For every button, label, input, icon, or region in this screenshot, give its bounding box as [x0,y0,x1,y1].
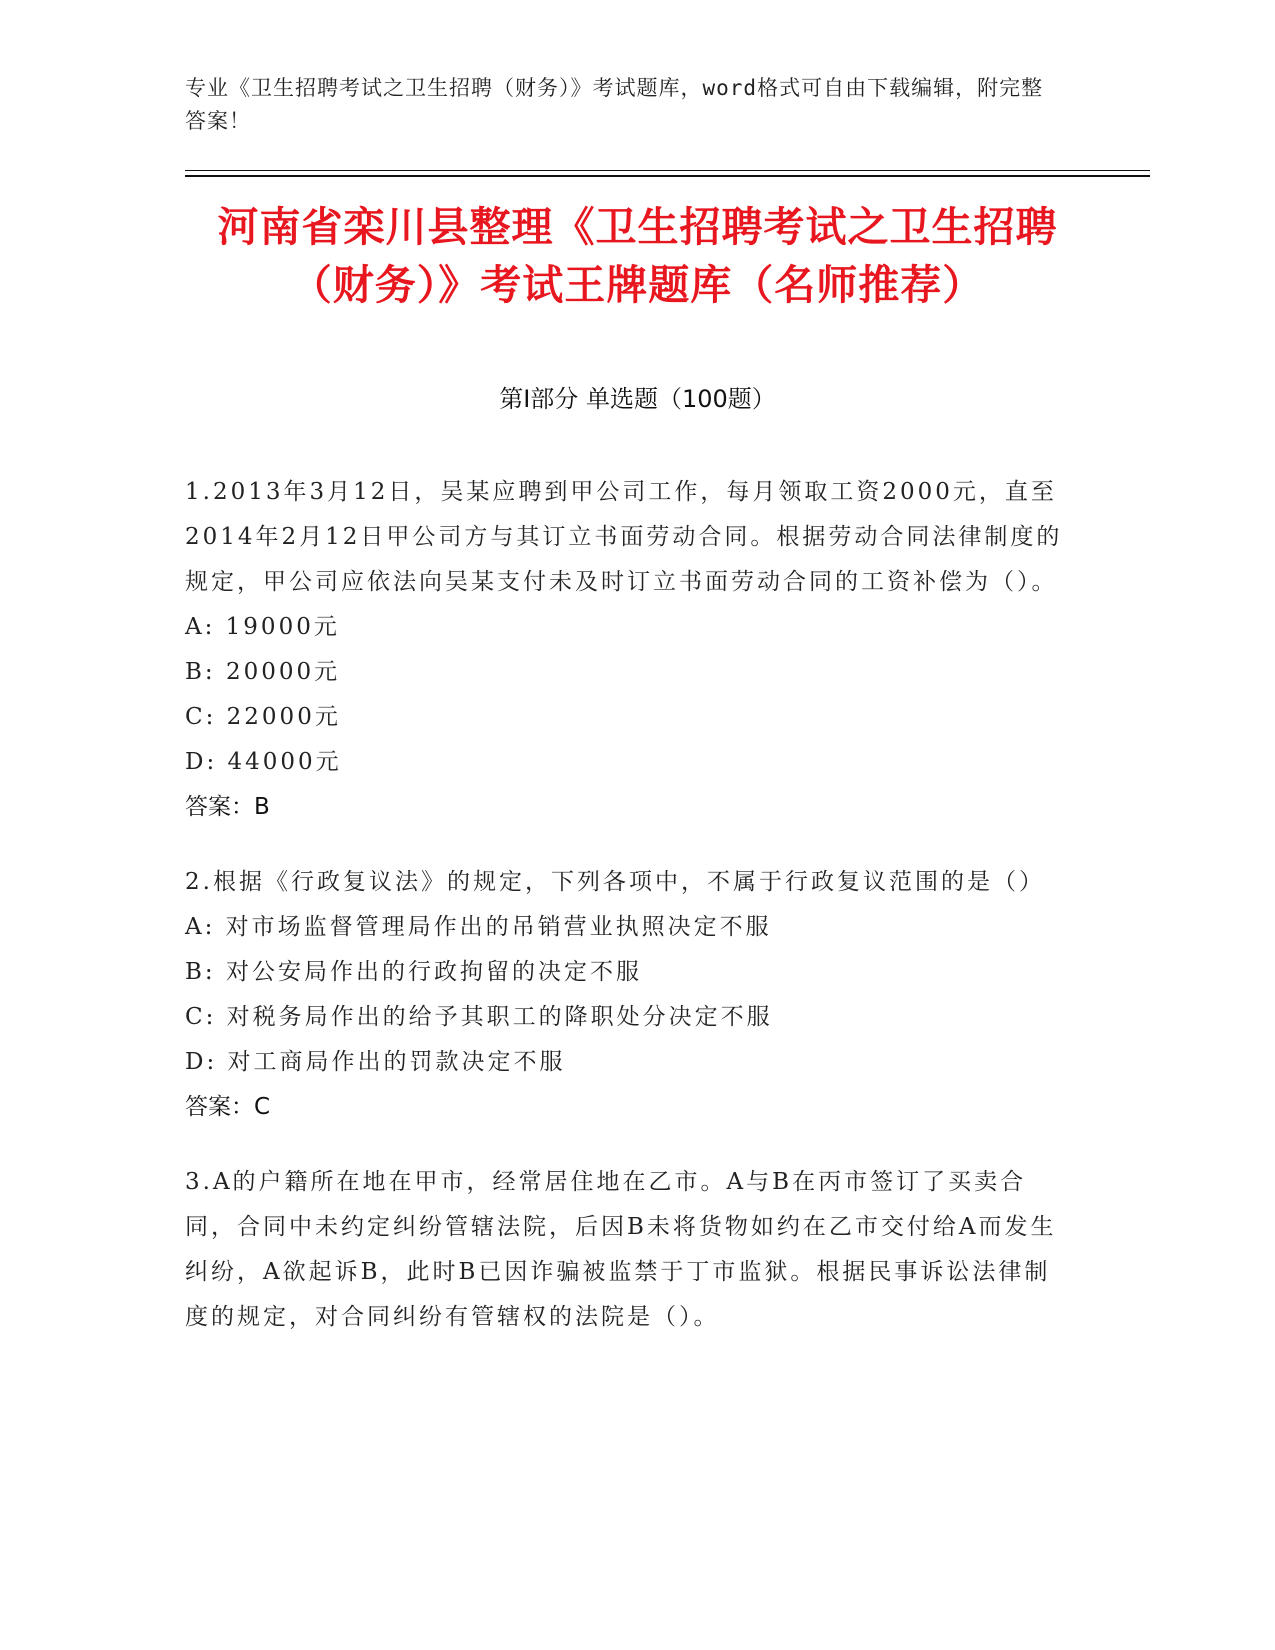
answer: 答案：B [185,794,270,820]
option-b: B: 对公安局作出的行政拘留的决定不服 [185,959,642,985]
answer: 答案：C [185,1094,271,1120]
question-text: 2.根据《行政复议法》的规定，下列各项中，不属于行政复议范围的是（） [185,869,1045,895]
option-a: A: 19000元 [185,614,340,640]
option-b: B: 20000元 [185,659,341,685]
question-3 [185,1160,1075,1340]
option-c: C: 22000元 [185,704,341,730]
document-title: 河南省栾川县整理《卫生招聘考试之卫生招聘（财务）》考试王牌题库（名师推荐） [217,203,1058,309]
section-title: 第I部分 单选题（100题） [499,385,776,413]
question-1 [185,470,1075,830]
option-d: D: 对工商局作出的罚款决定不服 [185,1049,566,1075]
question-text: 1.2013年3月12日，吴某应聘到甲公司工作，每月领取工资2000元，直至2014年2月12日甲公司方与其订立书面劳动合同。根据劳动合同法律制度的规定，甲公司应依法向吴某支付未及时订立书面劳动合同的工资补偿为（）。 [185,479,1063,595]
header-note: 专业《卫生招聘考试之卫生招聘（财务）》考试题库，word格式可自由下载编辑，附完整答案！ [185,76,1044,133]
option-a: A: 对市场监督管理局作出的吊销营业执照决定不服 [185,914,772,940]
question-text: 3.A的户籍所在地在甲市，经常居住地在乙市。A与B在丙市签订了买卖合同，合同中未约定纠纷管辖法院，后因B未将货物如约在乙市交付给A而发生纠纷，A欲起诉B，此时B已因诈骗被监禁于丁市监狱。根据民事诉讼法律制度的规定，对合同纠纷有管辖权的法院是（）。 [185,1169,1057,1330]
header-rule-bottom [185,175,1150,177]
question-2 [185,860,1075,1130]
option-d: D: 44000元 [185,749,342,775]
option-c: C: 对税务局作出的给予其职工的降职处分决定不服 [185,1004,773,1030]
header-rule-top [185,170,1150,171]
question-list [185,470,1075,1370]
